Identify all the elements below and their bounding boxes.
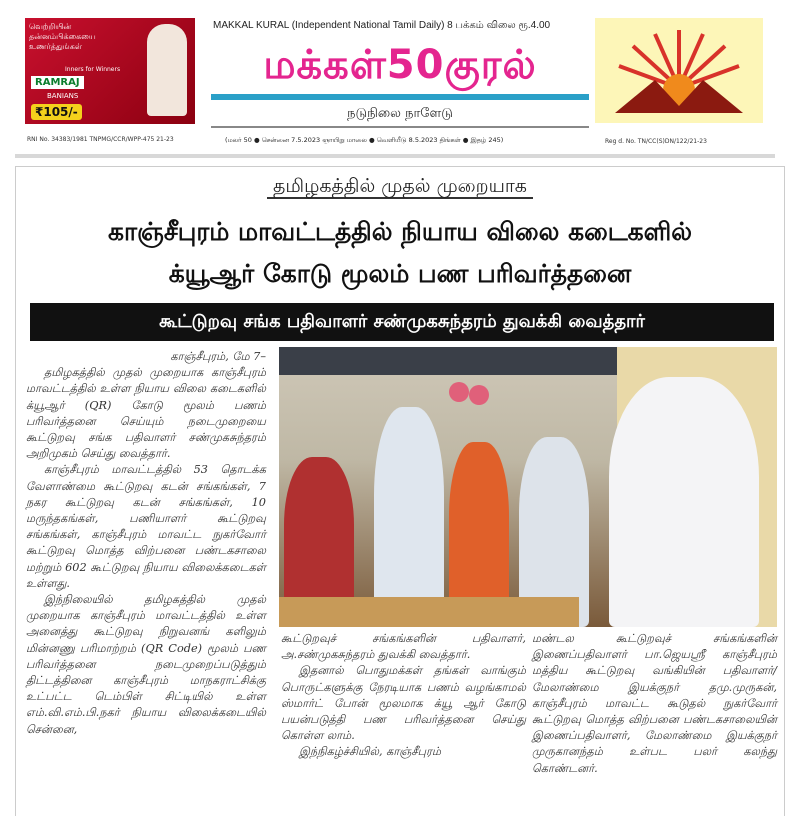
- column-1: [26, 349, 266, 738]
- paragraph: இந்நிகழ்ச்சியில், காஞ்சீபுரம்: [299, 745, 442, 759]
- newspaper-masthead: [15, 8, 775, 158]
- rni-number: RNI No. 34383/1981 TNPMG/CCR/WPP-475 21-23: [27, 136, 174, 143]
- newspaper-logo: மக்கள்50குரல்: [211, 34, 589, 100]
- article-kicker: [16, 175, 784, 200]
- ramraj-advertisement: [25, 18, 195, 124]
- ad-model-image: [147, 24, 187, 116]
- news-article: [15, 166, 785, 816]
- ad-product: BANIANS: [47, 92, 79, 100]
- issue-dateline: (மலர் 50 ● சென்னை 7.5.2023 ஞாயிறு மாலை ● வெளியீடு 8.5.2023 திங்கள் ● இதழ் 245): [225, 136, 504, 144]
- paragraph: இதனால் பொதுமக்கள் தங்கள் வாங்கும் பொருட்களுக்கு நேரடியாக பணம் வழங்காமல் ஸ்மார்ட் போன் மூலமாக க்யூ ஆர் கோடு பயன்படுத்தி பண பரிவர்த்தனை செய்து கொள்ள லாம்.: [281, 664, 526, 743]
- article-dateline: காஞ்சீபுரம், மே 7–: [170, 350, 266, 363]
- ad-brand: RAMRAJ: [31, 76, 84, 89]
- rising-sun-emblem: [595, 18, 763, 123]
- masthead-subtitle: நடுநிலை நாளேடு: [211, 106, 589, 128]
- kicker-text: தமிழகத்தில் முதல் முறையாக: [267, 175, 533, 199]
- column-3: [532, 631, 777, 777]
- ad-sub: Inners for Winners: [65, 66, 121, 73]
- paragraph: இந்நிலையில் தமிழகத்தில் முதல் முறையாக காஞ்சீபுரம் மாவட்டத்தில் உள்ள அனைத்து கூட்டுறவு நிறுவனங் களிலும் மின்னணு பரிமாற்றம் (QR Code) மூலம் பண பரிவர்த்தனை நடைமுறைப்படுத்தும் திட்டத்தினை காஞ்சீபுரம் மாநகராட்சிக்கு உட்பட்ட டெம்பிள் சிட்டியில் உள்ள எம்.வி.எம்.பி.நகர் நியாய விலைக்கடையில் சென்னை,: [26, 593, 266, 736]
- headline-line-1: காஞ்சீபுரம் மாவட்டத்தில் நியாய விலை கடைகளில்: [107, 217, 693, 246]
- paragraph: தமிழகத்தில் முதல் முறையாக காஞ்சீபுரம் மாவட்டத்தில் உள்ள நியாய விலை கடைகளில் க்யூஆர் (QR) கோடு மூலம் பணம் பரிவர்த்தனை செய்யும் நடைமுறையை கூட்டுறவு சங்க பதிவாளர் சண்முகசுந்தரம் அறிமுகம் செய்து வைத்தார்.: [26, 366, 266, 461]
- masthead-tagline: MAKKAL KURAL (Independent National Tamil Daily) 8 பக்கம் விலை ரூ.4.00: [213, 20, 551, 31]
- ad-tagline: வெற்றியின் தன்னம்பிக்கையை உணர்த்துங்கள்: [29, 22, 96, 51]
- registration-number: Reg d. No. TN/CC(S)DN/122/21-23: [605, 138, 707, 145]
- paragraph: காஞ்சீபுரம் மாவட்டத்தில் 53 தொடக்க வேளாண்மை கூட்டுறவு கடன் சங்கங்கள், 7 நகர கூட்டுறவு கடன் சங்கங்கள், 10 மருந்தகங்கள், பணியாளர் கூட்டுறவு சங்கங்கள், காஞ்சீபுரம் மாவட்ட நுகர்வோர் கூட்டுறவு மொத்த விற்பனை பண்டகசாலை மற்றும் 602 கூட்டுறவு நியாய விலைக்கடைகள் உள்ளது.: [26, 463, 266, 590]
- article-photo: [279, 347, 777, 627]
- subheadline-bar: கூட்டுறவு சங்க பதிவாளர் சண்முகசுந்தரம் துவக்கி வைத்தார்: [30, 303, 774, 341]
- paragraph: கூட்டுறவுச் சங்கங்களின் பதிவாளர், அ.சண்முகசுந்தரம் துவக்கி வைத்தார்.: [281, 632, 526, 662]
- paragraph: மண்டல கூட்டுறவுச் சங்கங்களின் இணைப்பதிவாளர் பா.ஜெயஸ்ரீ காஞ்சீபுரம் மத்திய கூட்டுறவு வங்கியின் பதிவாளர்/மேலாண்மை இயக்குநர் தமு.முருகன், காஞ்சீபுரம் மாவட்ட கூடுதல் நுகர்வோர் கூட்டுறவு மொத்த விற்பனை பண்டகசாலையின் இணைப்பதிவாளர், மேலாண்மை இயக்குநர் முருகானந்தம் உள்பட பலர் கலந்து கொண்டனர்.: [532, 632, 777, 775]
- column-2: [281, 631, 526, 761]
- headline-line-2: க்யூஆர் கோடு மூலம் பண பரிவர்த்தனை: [168, 259, 632, 288]
- ad-price: ₹105/-: [31, 104, 82, 120]
